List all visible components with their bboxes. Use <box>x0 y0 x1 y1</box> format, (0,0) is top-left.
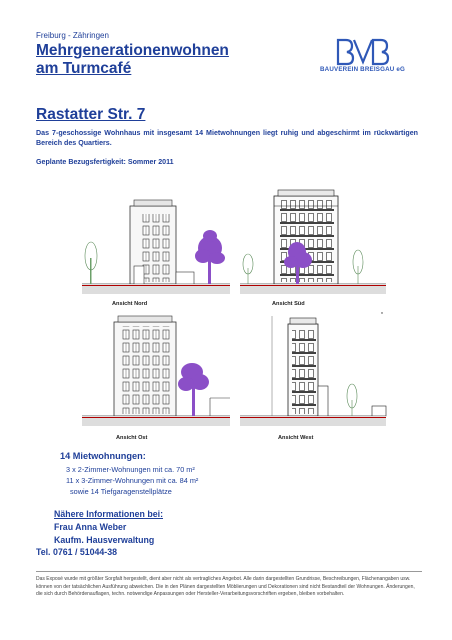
units-line-2: 11 x 3-Zimmer-Wohnungen mit ca. 84 m² <box>66 476 199 485</box>
logo-mark-icon <box>335 38 391 66</box>
units-line-1: 3 x 2-Zimmer-Wohnungen mit ca. 70 m² <box>66 465 195 474</box>
address-heading: Rastatter Str. 7 <box>36 106 146 123</box>
view-north-drawing <box>82 200 230 294</box>
view-east-label: Ansicht Ost <box>116 435 148 441</box>
footer-divider <box>36 571 422 572</box>
view-west-drawing <box>240 316 386 426</box>
contact-name: Frau Anna Weber <box>54 522 127 532</box>
contact-department: Kaufm. Hausverwaltung <box>54 535 155 545</box>
location-label: Freiburg - Zähringen <box>36 31 109 40</box>
ready-date: Geplante Bezugsfertigkeit: Sommer 2011 <box>36 158 174 166</box>
view-south-label: Ansicht Süd <box>272 301 305 307</box>
bauverein-logo <box>305 38 420 74</box>
contact-heading: Nähere Informationen bei: <box>54 509 163 519</box>
title-line-1: Mehrgenerationenwohnen <box>36 42 229 59</box>
view-west-label: Ansicht West <box>278 435 314 441</box>
view-south-drawing <box>240 190 386 294</box>
view-east-drawing <box>82 316 230 426</box>
title-line-2: am Turmcafé <box>36 60 132 77</box>
units-heading: 14 Mietwohnungen: <box>60 451 146 461</box>
building-elevations <box>82 186 387 446</box>
contact-phone: Tel. 0761 / 51044-38 <box>36 547 118 557</box>
logo-text: BAUVEREIN BREISGAU eG <box>320 66 405 73</box>
units-line-3: sowie 14 Tiefgaragenstellplätze <box>70 487 172 496</box>
view-north-label: Ansicht Nord <box>112 301 148 307</box>
intro-text: Das 7-geschossige Wohnhaus mit insgesamt 14 Mietwohnungen liegt ruhig und abgeschirmt im rückwärtigen Bereich des Quartiers. <box>36 129 418 147</box>
disclaimer-text: Das Exposé wurde mit größter Sorgfalt hergestellt, dient aber nicht als vertragliches Angebot. Alle darin dargestellten Grundrisse, Beschreibungen, Flächenangaben usw. können von der tatsächlichen Ausführung abweichen. Die in den Plänen dargestellten Möblierungen und Dekorationen sind nicht Bestandteil der Wohnungen. Änderungen, die sich durch Behördenauflagen, techn. notwendige Anpassungen oder Hersteller-Verarbeitungsvorschriften ergeben, bleiben vorbehalten. <box>36 576 415 598</box>
page-title <box>36 42 229 78</box>
